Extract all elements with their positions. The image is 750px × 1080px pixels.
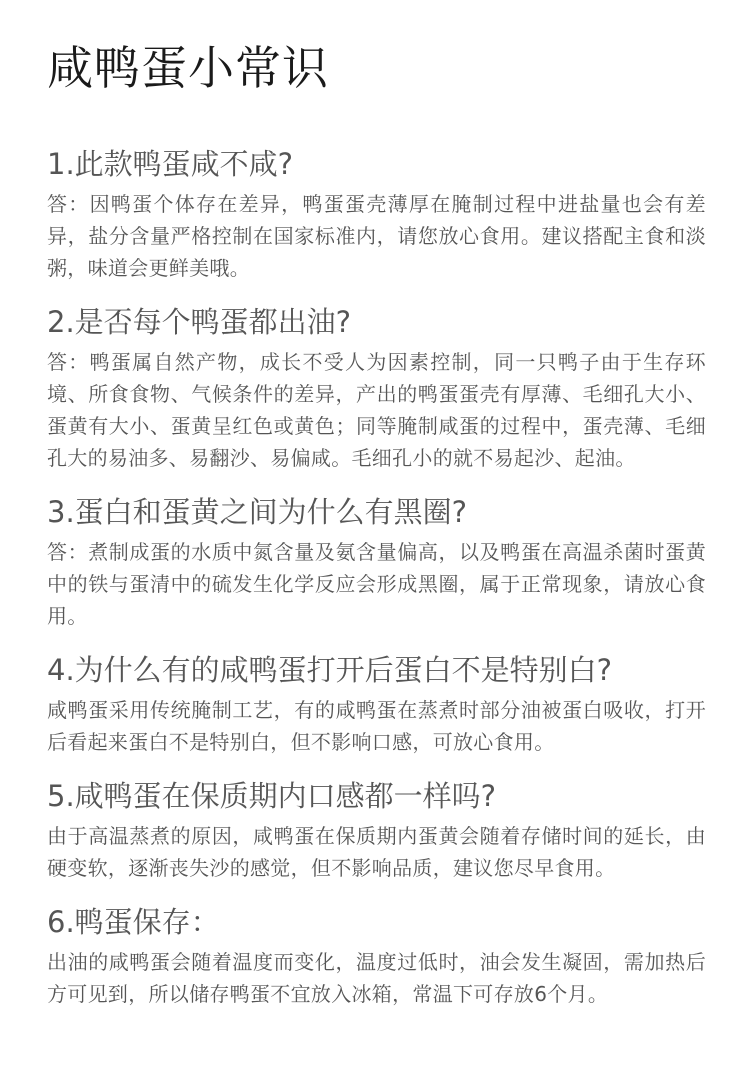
faq-question: 1.此款鸭蛋咸不咸? [47, 147, 294, 181]
faq-question: 4.为什么有的咸鸭蛋打开后蛋白不是特别白? [47, 653, 613, 687]
faq-question: 3.蛋白和蛋黄之间为什么有黑圈? [47, 495, 468, 529]
page-title: 咸鸭蛋小常识 [47, 41, 329, 95]
faq-answer: 由于高温蒸煮的原因，咸鸭蛋在保质期内蛋黄会随着存储时间的延长，由硬变软，逐渐丧失沙的感觉，但不影响品质，建议您尽早食用。 [47, 824, 706, 880]
faq-answer: 答：鸭蛋属自然产物，成长不受人为因素控制，同一只鸭子由于生存环境、所食食物、气候条件的差异，产出的鸭蛋蛋壳有厚薄、毛细孔大小、蛋黄有大小、蛋黄呈红色或黄色；同等腌制咸蛋的过程中，蛋壳薄、毛细孔大的易油多、易翻沙、易偏咸。毛细孔小的就不易起沙、起油。 [47, 350, 706, 470]
faq-question: 5.咸鸭蛋在保质期内口感都一样吗? [47, 779, 497, 813]
faq-item [47, 650, 706, 758]
faq-item [47, 302, 706, 474]
faq-item [47, 492, 706, 632]
faq-item [47, 776, 706, 884]
faq-question: 6.鸭蛋保存： [47, 905, 220, 939]
faq-item [47, 144, 706, 284]
faq-answer: 出油的咸鸭蛋会随着温度而变化，温度过低时，油会发生凝固，需加热后方可见到，所以储存鸭蛋不宜放入冰箱，常温下可存放6个月。 [47, 950, 706, 1006]
faq-item [47, 902, 706, 1010]
faq-question: 2.是否每个鸭蛋都出油? [47, 305, 352, 339]
faq-answer: 咸鸭蛋采用传统腌制工艺，有的咸鸭蛋在蒸煮时部分油被蛋白吸收，打开后看起来蛋白不是特别白，但不影响口感，可放心食用。 [47, 698, 706, 754]
faq-answer: 答：煮制成蛋的水质中氮含量及氨含量偏高，以及鸭蛋在高温杀菌时蛋黄中的铁与蛋清中的硫发生化学反应会形成黑圈，属于正常现象，请放心食用。 [47, 540, 706, 628]
faq-answer: 答：因鸭蛋个体存在差异，鸭蛋蛋壳薄厚在腌制过程中进盐量也会有差异，盐分含量严格控制在国家标准内，请您放心食用。建议搭配主食和淡粥，味道会更鲜美哦。 [47, 192, 706, 280]
